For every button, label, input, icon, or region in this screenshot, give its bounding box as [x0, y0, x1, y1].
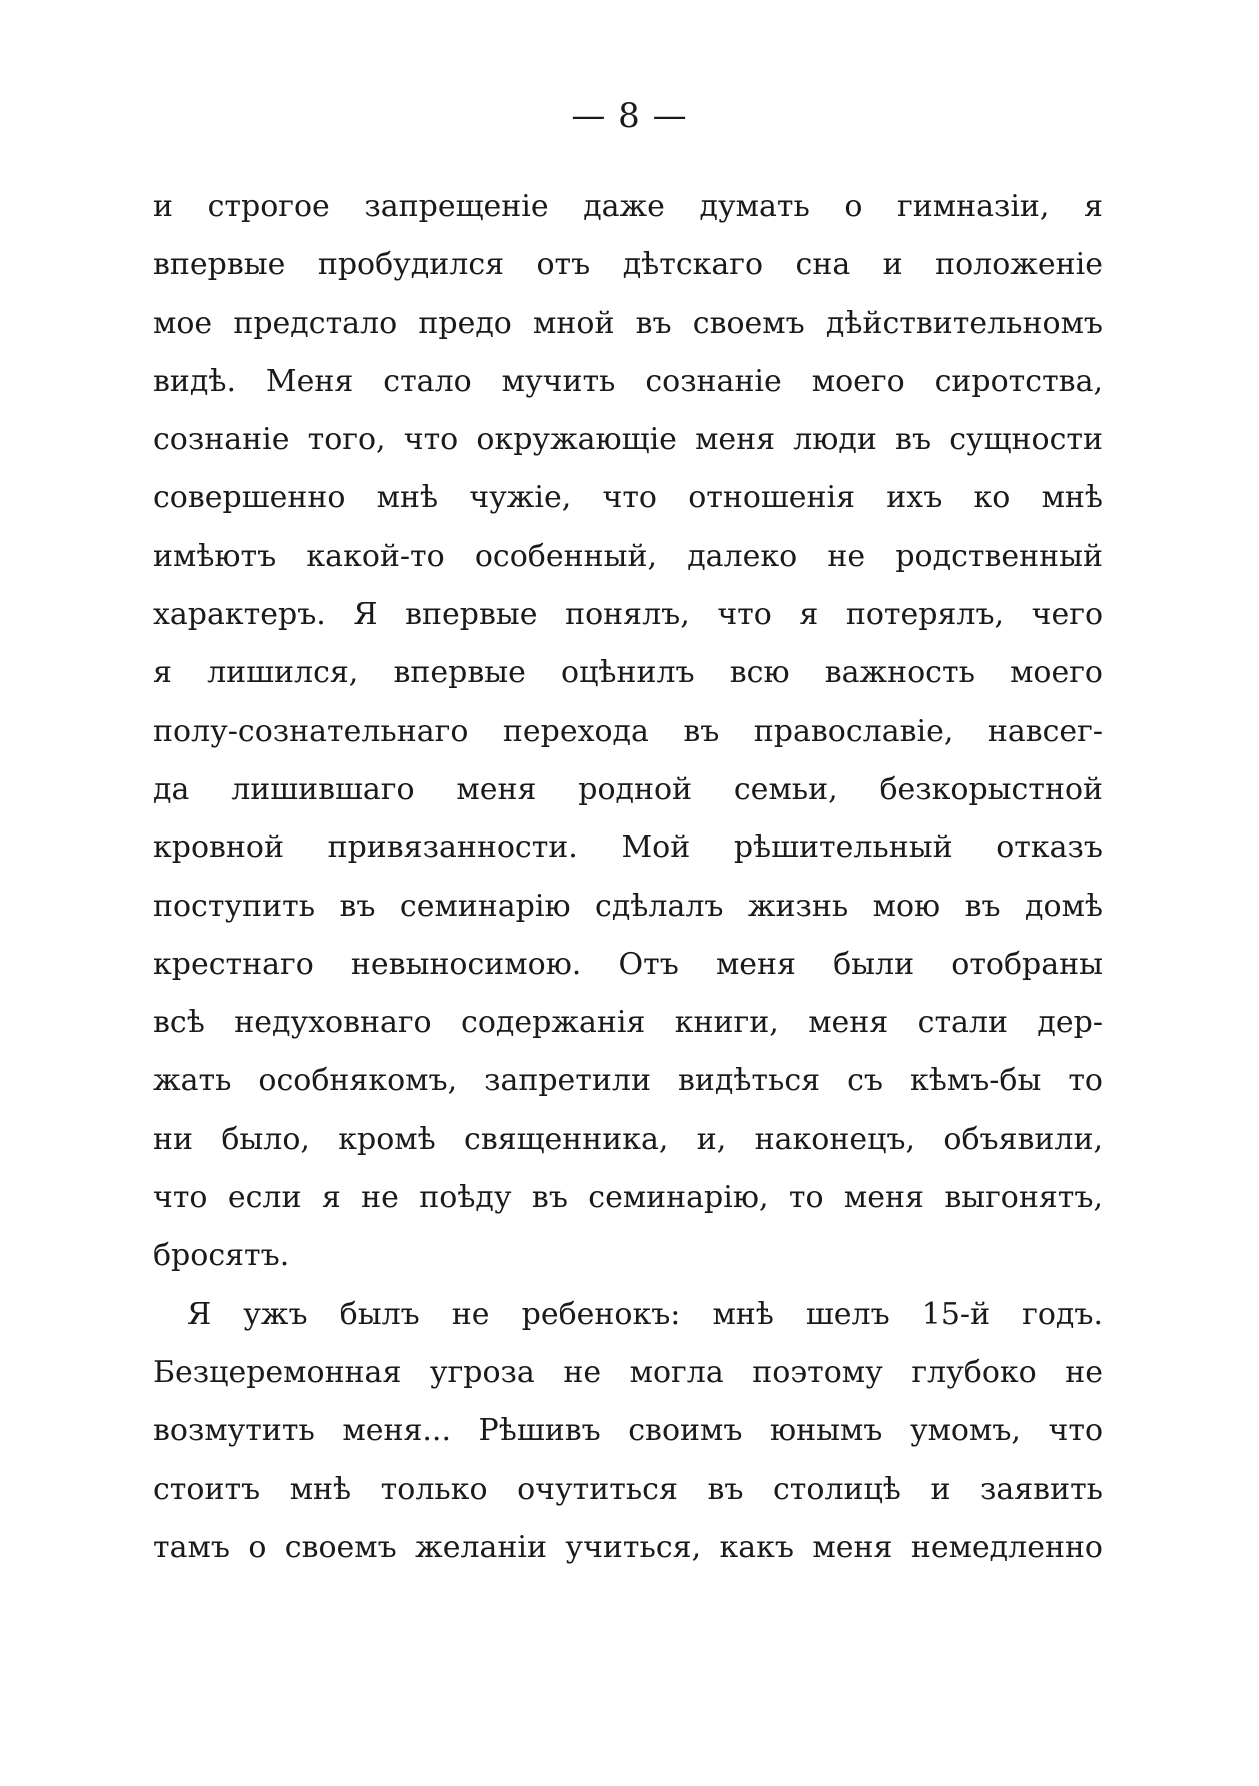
text-line: впервые пробудился отъ дѣтскаго сна и положеніе [153, 247, 1103, 283]
text-line: возмутить меня... Рѣшивъ своимъ юнымъ умомъ, что [153, 1413, 1103, 1449]
text-line: что если я не поѣду въ семинарію, то меня выгонятъ, [153, 1180, 1103, 1216]
text-line: всѣ недуховнаго содержанія книги, меня стали дер- [153, 1005, 1103, 1041]
text-line: характеръ. Я впервые понялъ, что я потерялъ, чего [153, 597, 1103, 633]
text-line: мое предстало предо мной въ своемъ дѣйствительномъ [153, 305, 1103, 341]
text-line: полу-сознательнаго перехода въ православіе, навсег- [153, 713, 1103, 749]
body-text [153, 178, 1103, 1577]
text-line: Безцеремонная угроза не могла поэтому глубоко не [153, 1354, 1103, 1390]
text-line: крестнаго невыносимою. Отъ меня были отобраны [153, 946, 1103, 982]
page-number: — 8 — [571, 96, 688, 136]
text-line: стоитъ мнѣ только очутиться въ столицѣ и заявить [153, 1471, 1103, 1507]
text-line: тамъ о своемъ желаніи учиться, какъ меня немедленно [153, 1529, 1103, 1565]
text-line: видѣ. Меня стало мучить сознаніе моего сиротства, [153, 363, 1103, 399]
text-line: бросятъ. [153, 1238, 290, 1274]
text-line: поступить въ семинарію сдѣлалъ жизнь мою въ домѣ [153, 888, 1103, 924]
text-line: жать особнякомъ, запретили видѣться съ кѣмъ-бы то [153, 1063, 1103, 1099]
text-line: имѣютъ какой-то особенный, далеко не родственный [153, 538, 1103, 574]
text-line: Я ужъ былъ не ребенокъ: мнѣ шелъ 15-й годъ. [187, 1296, 1103, 1332]
text-line: ни было, кромѣ священника, и, наконецъ, объявили, [153, 1121, 1103, 1157]
text-line: совершенно мнѣ чужіе, что отношенія ихъ ко мнѣ [153, 480, 1103, 516]
text-line: и строгое запрещеніе даже думать о гимназіи, я [153, 189, 1103, 224]
text-line: кровной привязанности. Мой рѣшительный отказъ [153, 830, 1103, 866]
text-line: я лишился, впервые оцѣнилъ всю важность моего [153, 655, 1103, 691]
text-line: сознаніе того, что окружающіе меня люди въ сущности [153, 422, 1103, 458]
text-line: да лишившаго меня родной семьи, безкорыстной [153, 771, 1103, 807]
